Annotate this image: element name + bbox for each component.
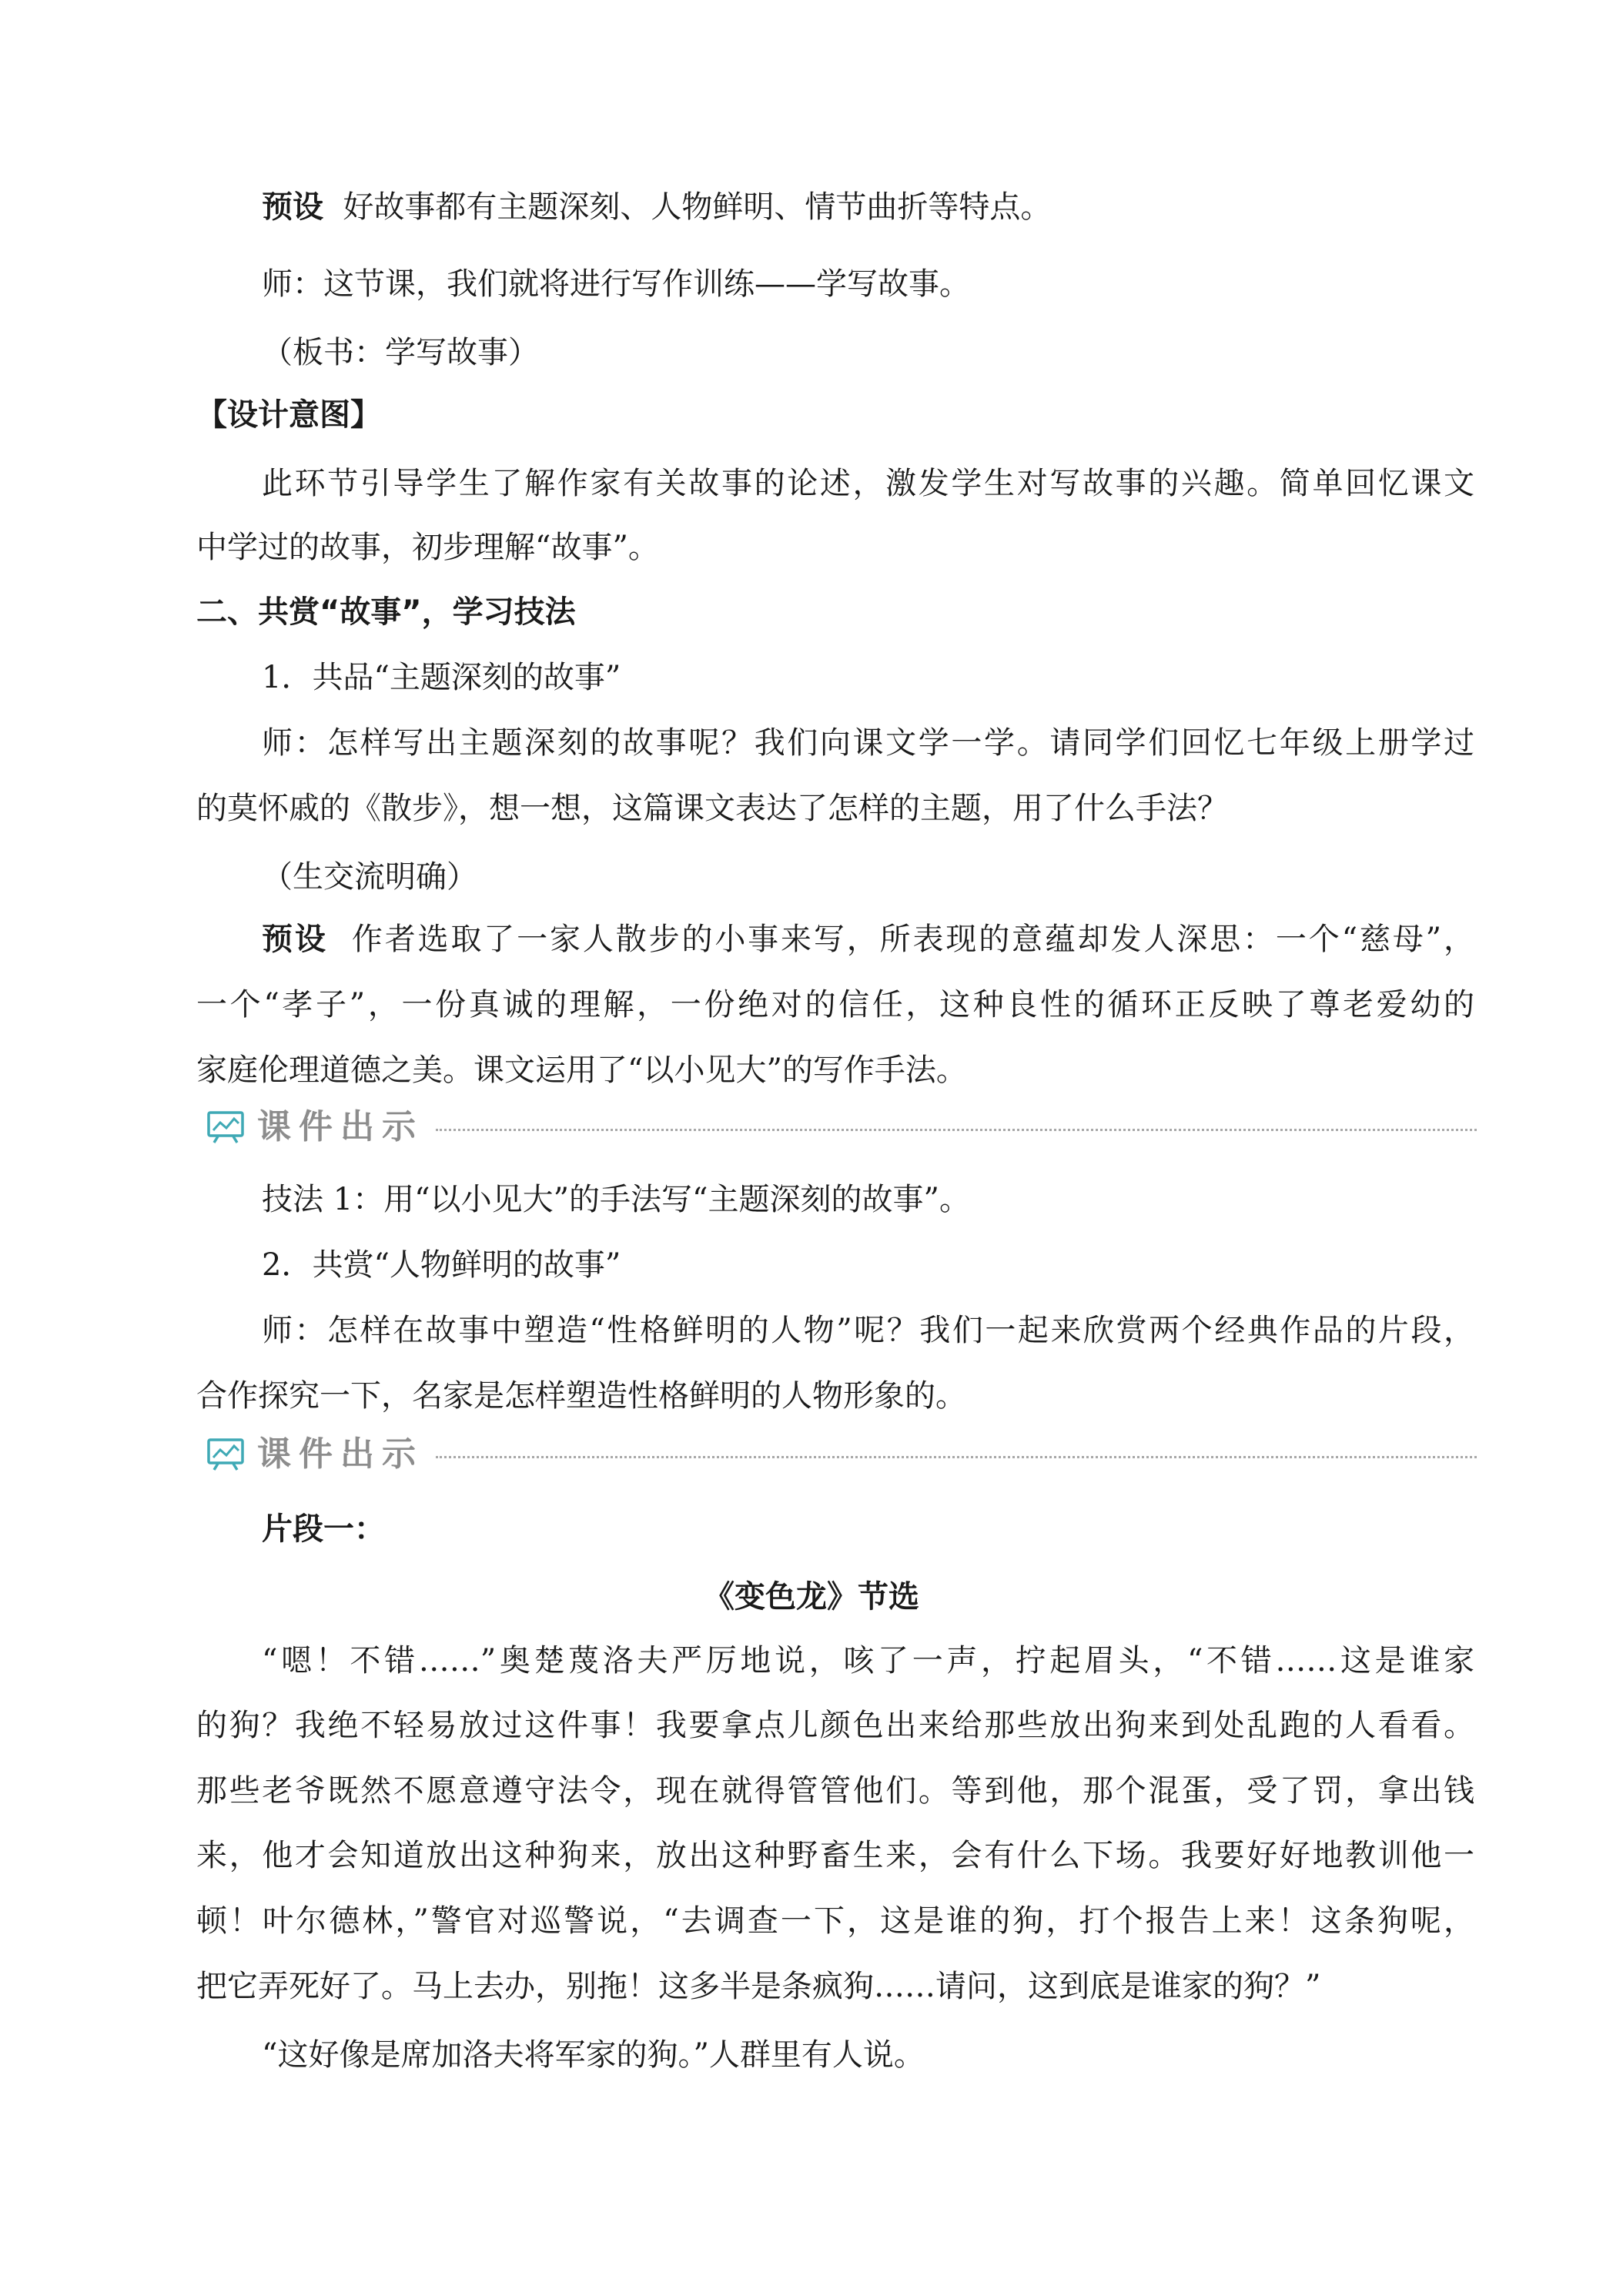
preset-tag: 预设 xyxy=(262,922,328,957)
paragraph-line: 家庭伦理道德之美。课文运用了“以小见大”的写作手法。 xyxy=(196,1053,967,1088)
design-intent-heading: 【设计意图】 xyxy=(196,397,381,433)
preset-tag: 预设 xyxy=(262,189,323,225)
courseware-label: 课件出示 xyxy=(257,1434,423,1474)
excerpt-line: 来，他才会知道放出这种狗来，放出这种野畜生来，会有什么下场。我要好好地教训他一 xyxy=(196,1838,1474,1873)
subsection-heading: 1．共品“主题深刻的故事” xyxy=(262,660,621,695)
subsection-heading: 2．共赏“人物鲜明的故事” xyxy=(262,1247,621,1283)
excerpt-heading: 片段一： xyxy=(262,1511,385,1547)
presentation-board-icon xyxy=(206,1110,245,1144)
blackboard-note: （板书：学写故事） xyxy=(262,335,539,370)
preset-text: 好故事都有主题深刻、人物鲜明、情节曲折等特点。 xyxy=(343,189,1052,225)
courseware-callout xyxy=(206,1431,1477,1478)
excerpt-line: 的狗？我绝不轻易放过这件事！我要拿点儿颜色出来给那些放出狗来到处乱跑的人看看。 xyxy=(196,1708,1474,1743)
paragraph-line: 师：怎样在故事中塑造“性格鲜明的人物”呢？我们一起来欣赏两个经典作品的片段， xyxy=(262,1313,1474,1348)
excerpt-line: 顿！叶尔德林，”警官对巡警说，“去调查一下，这是谁的狗，打个报告上来！这条狗呢， xyxy=(196,1903,1474,1939)
excerpt-line: “嗯！不错……”奥楚蔑洛夫严厉地说，咳了一声，拧起眉头，“不错……这是谁家 xyxy=(262,1643,1474,1678)
section-heading: 二、共赏“故事”，学习技法 xyxy=(196,594,576,630)
paragraph-line: 的莫怀戚的《散步》，想一想，这篇课文表达了怎样的主题，用了什么手法？ xyxy=(196,791,1228,826)
excerpt-title: 《变色龙》节选 xyxy=(704,1579,919,1615)
excerpt-line: 那些老爷既然不愿意遵守法令，现在就得管管他们。等到他，那个混蛋，受了罚，拿出钱 xyxy=(196,1773,1474,1809)
paragraph-line: 合作探究一下，名家是怎样塑造性格鲜明的人物形象的。 xyxy=(196,1378,966,1414)
dotted-divider xyxy=(436,1129,1477,1131)
preset-paragraph-1 xyxy=(262,182,1051,232)
preset-text: 作者选取了一家人散步的小事来写，所表现的意蕴却发人深思：一个“慈母”， xyxy=(351,922,1474,957)
excerpt-line: “这好像是席加洛夫将军家的狗。”人群里有人说。 xyxy=(262,2037,925,2073)
excerpt-line: 把它弄死好了。马上去办，别拖！这多半是条疯狗……请问，这到底是谁家的狗？” xyxy=(196,1969,1321,2004)
discussion-note: （生交流明确） xyxy=(262,859,477,895)
paragraph-line: 中学过的故事，初步理解“故事”。 xyxy=(196,530,659,565)
paragraph-line: 此环节引导学生了解作家有关故事的论述，激发学生对写故事的兴趣。简单回忆课文 xyxy=(262,466,1474,501)
preset-paragraph-2 xyxy=(262,915,1474,964)
teacher-line: 师：这节课，我们就将进行写作训练——学写故事。 xyxy=(262,266,970,302)
paragraph-line: 师：怎样写出主题深刻的故事呢？我们向课文学一学。请同学们回忆七年级上册学过 xyxy=(262,725,1474,761)
paragraph-line: 一个“孝子”，一份真诚的理解，一份绝对的信任，这种良性的循环正反映了尊老爱幼的 xyxy=(196,987,1474,1022)
technique-line: 技法 1：用“以小见大”的手法写“主题深刻的故事”。 xyxy=(262,1182,970,1217)
courseware-callout xyxy=(206,1104,1477,1150)
courseware-label: 课件出示 xyxy=(257,1107,423,1146)
dotted-divider xyxy=(436,1456,1477,1458)
presentation-board-icon xyxy=(206,1438,245,1471)
